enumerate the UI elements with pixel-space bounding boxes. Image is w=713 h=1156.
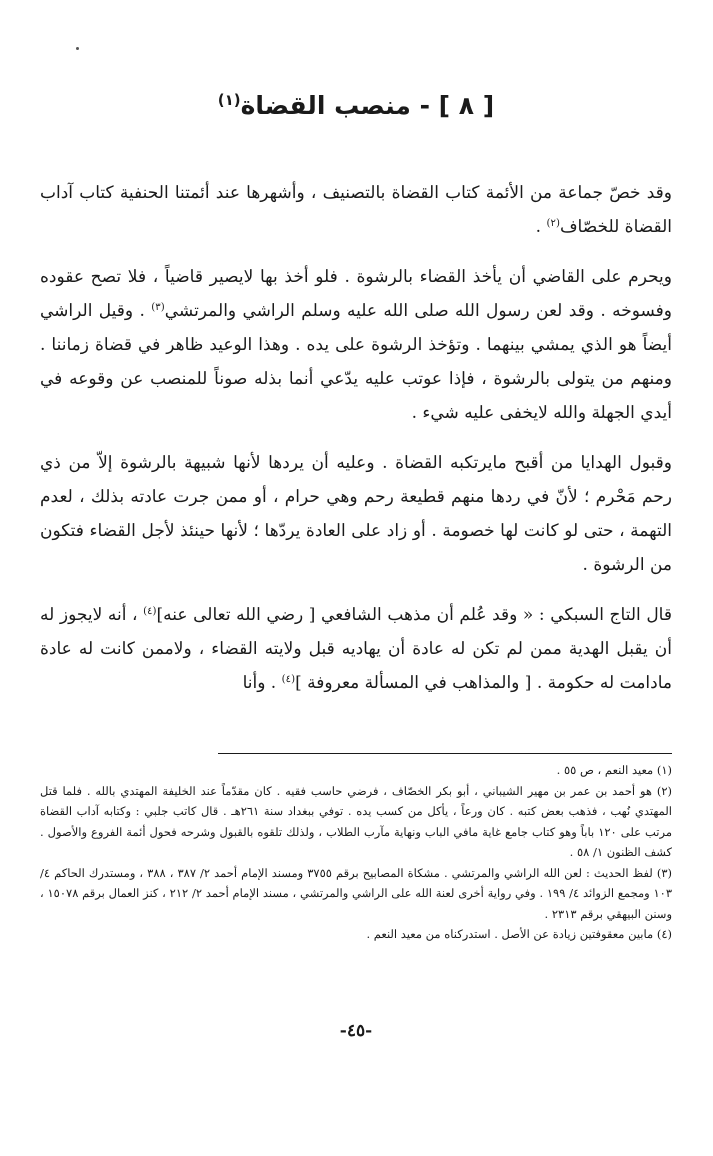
footnote-ref: (١) bbox=[217, 91, 241, 109]
footnote: (٤) مابين معقوفتين زيادة عن الأصل . استدركناه من معيد النعم . bbox=[366, 927, 672, 941]
paragraph-text: وقبول الهدايا من أقبح مايرتكبه القضاة . وعليه أن يردها لأنها شبيهة بالرشوة إلاّ من ذي رحم مَحْرم ؛ لأنّ في ردها منهم قطيعة رحم وهي حرام ، أو ممن جرت عادته بذلك ، لعدم التهمة ، حتى لو كانت لها خصومة . أو زاد على العادة يردّها ؛ لأنها حينئذ لأجل القضاء فتكون من الرشوة . bbox=[40, 453, 672, 575]
paragraph bbox=[40, 446, 672, 582]
paragraph-text-tail: ، أنه لايجوز له أن يقبل الهدية ممن لم تكن له عادة أن يهاديه قبل ولايته القضاء ، ولاممن كانت له عادة مادامت له حكومة . [ والمذاهب في المسألة معروفة ] bbox=[40, 605, 672, 693]
paragraph-text: قال التاج السبكي : « وقد عُلم أن مذهب الشافعي [ رضي الله تعالى عنه] bbox=[156, 605, 672, 625]
scan-speck bbox=[76, 47, 79, 50]
book-page bbox=[40, 0, 672, 1156]
page-number: -٤٥- bbox=[339, 1021, 373, 1041]
paragraph-text: ويحرم على القاضي أن يأخذ القضاء بالرشوة . فلو أخذ بها لايصير قاضياً ، فلا تصح عقوده وفسوخه . وقد لعن رسول الله صلى الله عليه وسلم الراشي والمرتشي bbox=[40, 267, 673, 321]
footnotes bbox=[40, 760, 672, 945]
chapter-title-text: [ ٨ ] - منصب القضاة bbox=[240, 91, 495, 120]
body-text bbox=[40, 176, 672, 700]
footnote: (٢) هو أحمد بن عمر بن مهير الشيباني ، أبو بكر الخصّاف ، فرضي حاسب فقيه . كان مقدّماً عند الخليفة المهتدي بالله . فلما قتل المهتدي نُهب ، فذهب بعض كتبه . كان ورعاً ، يأكل من كسب يده . توفي ببغداد سنة ٢٦١هـ . قال كاتب جلبي : وكتابه آداب القضاة مرتب على ١٢٠ باباً وهو كتاب جامع غاية مافي الباب ونهاية مآرب الطلاب ، ولذلك تلقوه بالقبول وشرحه فحول أئمة الفروع والأصول . كشف الظنون ١/ ٥٨ . bbox=[40, 783, 672, 859]
paragraph bbox=[40, 260, 672, 430]
paragraph-text: وقد خصّ جماعة من الأئمة كتاب القضاة بالتصنيف ، وأشهرها عند أئمتنا الحنفية كتاب آداب القضاة للخصّاف bbox=[40, 183, 672, 237]
footnote-ref: (٤) bbox=[281, 673, 296, 685]
paragraph bbox=[40, 176, 672, 244]
paragraph-text-tail: . bbox=[535, 217, 547, 237]
footnote-ref: (٢) bbox=[546, 217, 560, 229]
footnote-ref: (٤) bbox=[143, 605, 157, 617]
paragraph bbox=[40, 598, 672, 700]
footnote: (١) معيد النعم ، ص ٥٥ . bbox=[556, 763, 672, 777]
footnote-ref: (٣) bbox=[151, 301, 165, 313]
paragraph-text-end: . وأنا bbox=[242, 673, 282, 693]
footnote-divider bbox=[218, 753, 672, 754]
footnote: (٣) لفظ الحديث : لعن الله الراشي والمرتشي . مشكاة المصابيح برقم ٣٧٥٥ ومسند الإمام أحمد ٢/ ٣٨٧ ، ٣٨٨ ، ومستدرك الحاكم ٤/ ١٠٣ ومجمع الزوائد ٤/ ١٩٩ . وفي رواية أخرى لعنة الله على الراشي والمرتشي ، مسند الإمام أحمد ٢/ ٢١٢ ، كنز العمال برقم ١٥٠٧٨ ، وسنن البيهقي برقم ٢٣١٣ . bbox=[40, 865, 672, 921]
chapter-title bbox=[40, 88, 672, 124]
paragraph-text-tail: . وقيل الراشي أيضاً هو الذي يمشي بينهما . وتؤخذ الرشوة على يده . وهذا الوعيد ظاهر في قضاة زماننا . ومنهم من يتولى بالرشوة ، فإذا عوتب عليه يدّعي أنما بذله صوناً للمنصب عن وقوعه في أيدي الجهلة والله لايخفى عليه شيء . bbox=[40, 301, 672, 423]
